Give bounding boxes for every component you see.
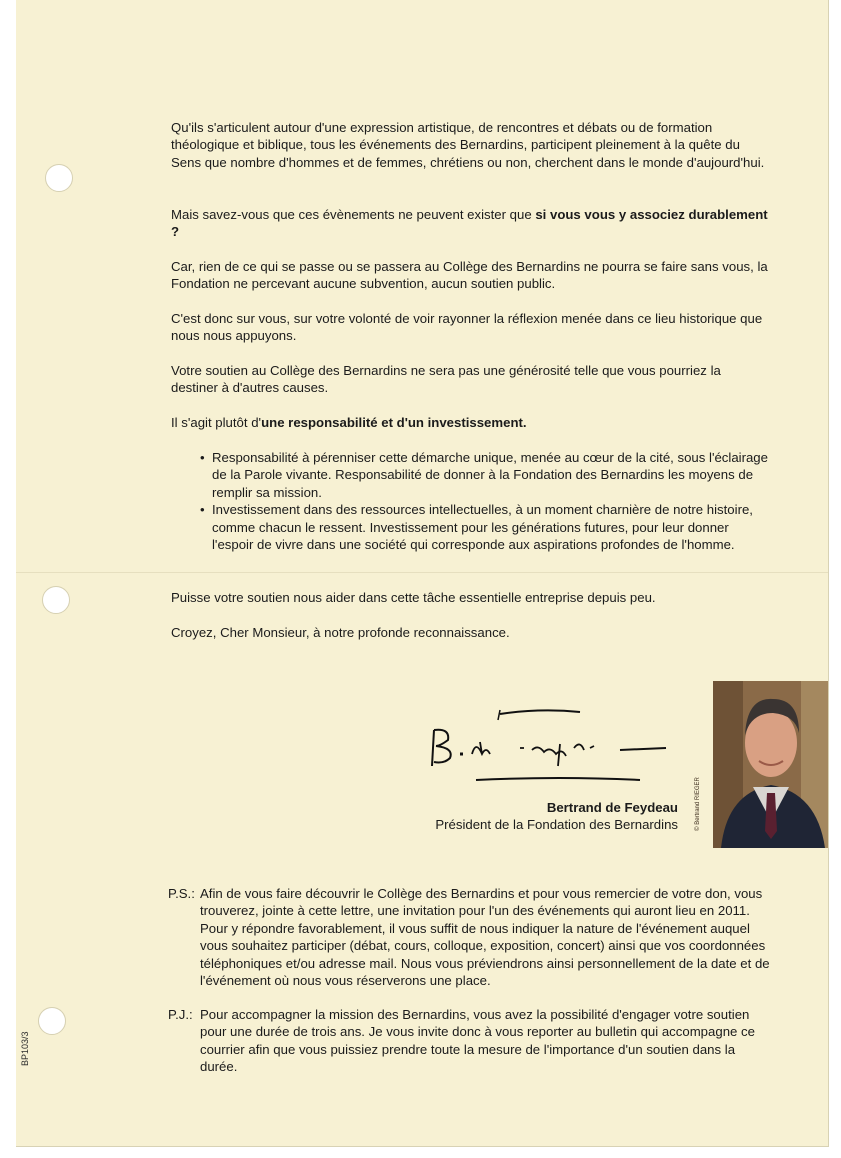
paragraph-8: Croyez, Cher Monsieur, à notre profonde reconnaissance. [171, 625, 510, 640]
paragraph-6-bold: une responsabilité et d'un investissement. [261, 415, 527, 430]
pj-text: Pour accompagner la mission des Bernardins, vous avez la possibilité d'engager votre soutien pour une durée de trois ans. Je vous invite donc à vous reporter au bulletin qui accompagne ce courrier afin que vous puissiez prendre toute la mesure de l'importance d'un soutien dans la durée. [200, 1007, 755, 1075]
handwritten-signature [420, 700, 680, 790]
signatory-name [420, 799, 678, 817]
paragraph-2-bold: si vous vous y associez durablement ? [171, 207, 768, 240]
punch-hole [45, 164, 73, 192]
bullet-item: • Responsabilité à pérenniser cette démarche unique, menée au cœur de la cité, sous l'éclairage de la Parole vivante. Responsabilité de donner à la Fondation des Bernardins les moyens de remplir sa mission. [200, 449, 770, 501]
signatory-title: Président de la Fondation des Bernardins [435, 817, 678, 832]
portrait-photo [694, 681, 828, 848]
portrait-image [713, 681, 828, 848]
fold-line [16, 572, 828, 573]
bullet-list [200, 449, 770, 553]
punch-hole [38, 1007, 66, 1035]
pj-label: P.J.: [168, 1007, 193, 1022]
signatory-name-text: Bertrand de Feydeau [546, 800, 678, 815]
paragraph-1: Qu'ils s'articulent autour d'une expression artistique, de rencontres et débats ou de formation théologique et biblique, tous les événements des Bernardins, participent pleinement à la quête du Sens que nombre d'hommes et de femmes, chrétiens ou non, cherchent dans le monde d'aujourd'hui. [171, 120, 765, 170]
bullet-item: • Investissement dans des ressources intellectuelles, à un moment charnière de notre histoire, comme chacun le ressent. Investissement pour les générations futures, pour leur donner l'espoir de vivre dans une société qui corresponde aux aspirations profondes de l'homme. [200, 501, 770, 553]
paragraph-2 [171, 206, 771, 241]
punch-hole [42, 586, 70, 614]
paragraph-6-text: Il s'agit plutôt d' [171, 415, 262, 430]
paragraph-3: Car, rien de ce qui se passe ou se passera au Collège des Bernardins ne pourra se faire sans vous, la Fondation ne percevant aucune subvention, aucun soutien public. [171, 259, 768, 292]
document-code: BP103/3 [20, 1031, 30, 1066]
paragraph-2-text: Mais savez-vous que ces évènements ne peuvent exister que [171, 207, 536, 222]
paragraph-5: Votre soutien au Collège des Bernardins ne sera pas une générosité telle que vous pourriez la destiner à d'autres causes. [171, 363, 721, 396]
paragraph-4: C'est donc sur vous, sur votre volonté de voir rayonner la réflexion menée dans ce lieu historique que nous nous appuyons. [171, 311, 763, 344]
ps-text: Afin de vous faire découvrir le Collège des Bernardins et pour vous remercier de votre don, vous trouverez, jointe à cette lettre, une invitation pour l'un des événements qui auront lieu en 2011. Pour y répondre favorablement, il vous suffit de nous indiquer la nature de l'événement auquel vous souhaitez participer (débat, cours, colloque, exposition, concert) ainsi que vos coordonnées téléphoniques et/ou adresse mail. Nous vous préviendrons ainsi personnellement de la date et de l'événement où nous vous réserverons une place. [200, 886, 770, 989]
paragraph-7: Puisse votre soutien nous aider dans cette tâche essentielle entreprise depuis peu. [171, 590, 656, 605]
ps-label: P.S.: [168, 886, 195, 901]
paragraph-6 [171, 414, 771, 431]
photo-credit: © Bertrand RIEGER [694, 777, 701, 831]
